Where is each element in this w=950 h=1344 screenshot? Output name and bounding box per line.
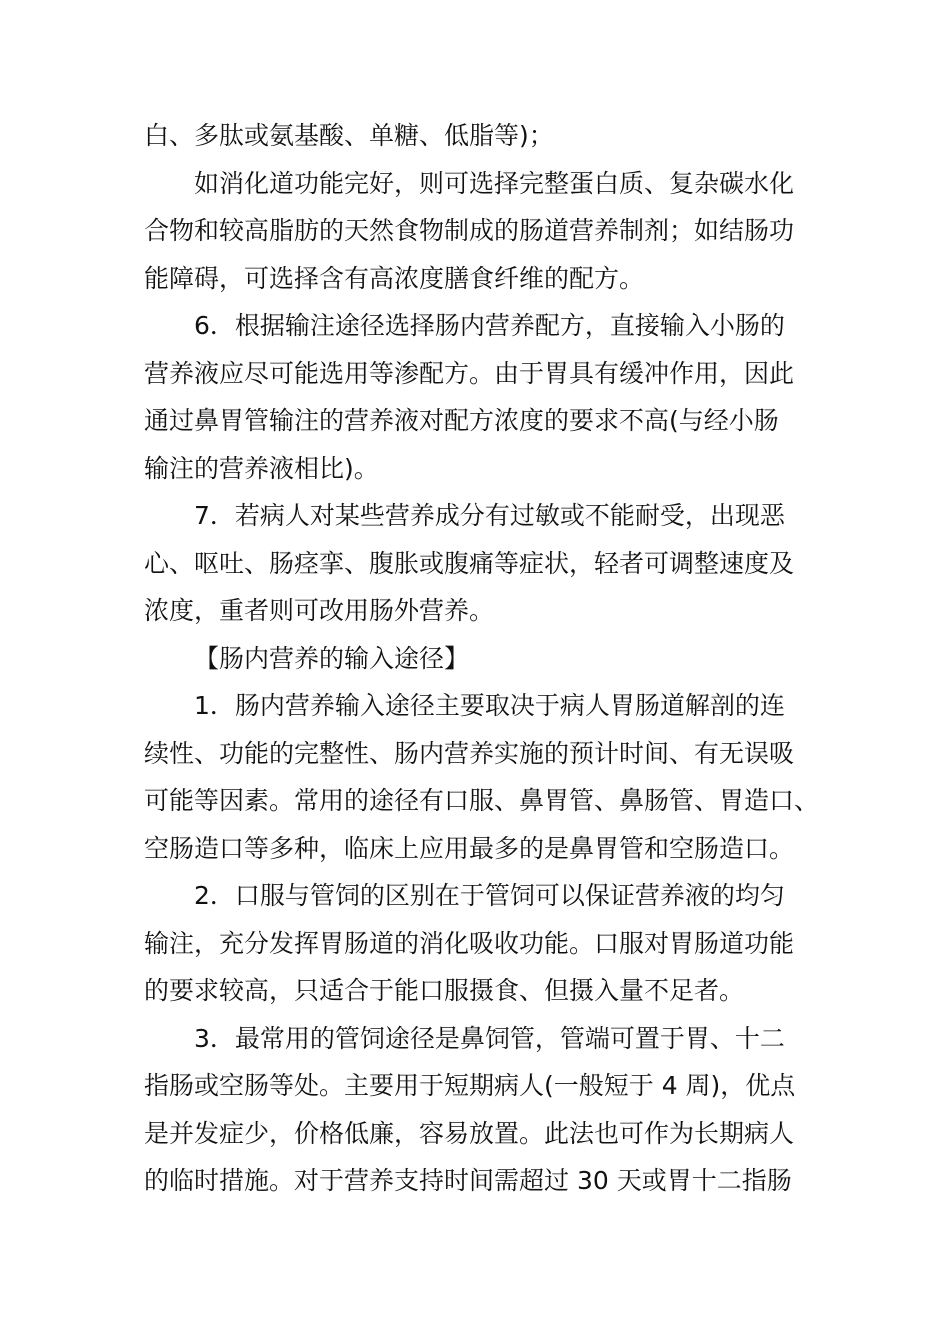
text-line: 浓度，重者则可改用肠外营养。 <box>144 596 495 625</box>
text-line: 空肠造口等多种，临床上应用最多的是鼻胃管和空肠造口。 <box>144 833 795 863</box>
text-line: 心、呕吐、肠痉挛、腹胀或腹痛等症状，轻者可调整速度及 <box>144 548 795 578</box>
text-line: 营养液应尽可能选用等渗配方。由于胃具有缓冲作用，因此 <box>144 358 795 388</box>
text-line: 可能等因素。常用的途径有口服、鼻胃管、鼻肠管、胃造口、 <box>144 786 820 815</box>
paragraph-start-line: 如消化道功能完好，则可选择完整蛋白质、复杂碳水化 <box>194 168 795 198</box>
document-body <box>144 112 824 1205</box>
text-line: 通过鼻胃管输注的营养液对配方浓度的要求不高(与经小肠 <box>144 406 779 435</box>
text-line: 续性、功能的完整性、肠内营养实施的预计时间、有无误吸 <box>144 738 795 768</box>
text-line: 输注，充分发挥胃肠道的消化吸收功能。口服对胃肠道功能 <box>144 928 795 958</box>
text-line: 的临时措施。对于营养支持时间需超过 30 天或胃十二指肠 <box>144 1166 792 1195</box>
text-line: 指肠或空肠等处。主要用于短期病人(一般短于 4 周)，优点 <box>144 1071 796 1100</box>
text-line: 合物和较高脂肪的天然食物制成的肠道营养制剂；如结肠功 <box>144 216 795 245</box>
paragraph-start-line: 2．口服与管饲的区别在于管饲可以保证营养液的均匀 <box>194 881 785 910</box>
section-heading: 【肠内营养的输入途径】 <box>194 643 470 673</box>
text-line: 是并发症少，价格低廉，容易放置。此法也可作为长期病人 <box>144 1118 795 1148</box>
text-line: 能障碍，可选择含有高浓度膳食纤维的配方。 <box>144 263 645 293</box>
paragraph-start-line: 7．若病人对某些营养成分有过敏或不能耐受，出现恶 <box>194 501 785 530</box>
paragraph-start-line: 6．根据输注途径选择肠内营养配方，直接输入小肠的 <box>194 311 785 340</box>
text-line: 白、多肽或氨基酸、单糖、低脂等)； <box>144 121 554 150</box>
paragraph-start-line: 1．肠内营养输入途径主要取决于病人胃肠道解剖的连 <box>194 691 785 720</box>
paragraph-start-line: 3．最常用的管饲途径是鼻饲管，管端可置于胃、十二 <box>194 1023 785 1053</box>
text-line: 输注的营养液相比)。 <box>144 453 379 483</box>
text-line: 的要求较高，只适合于能口服摄食、但摄入量不足者。 <box>144 976 745 1005</box>
